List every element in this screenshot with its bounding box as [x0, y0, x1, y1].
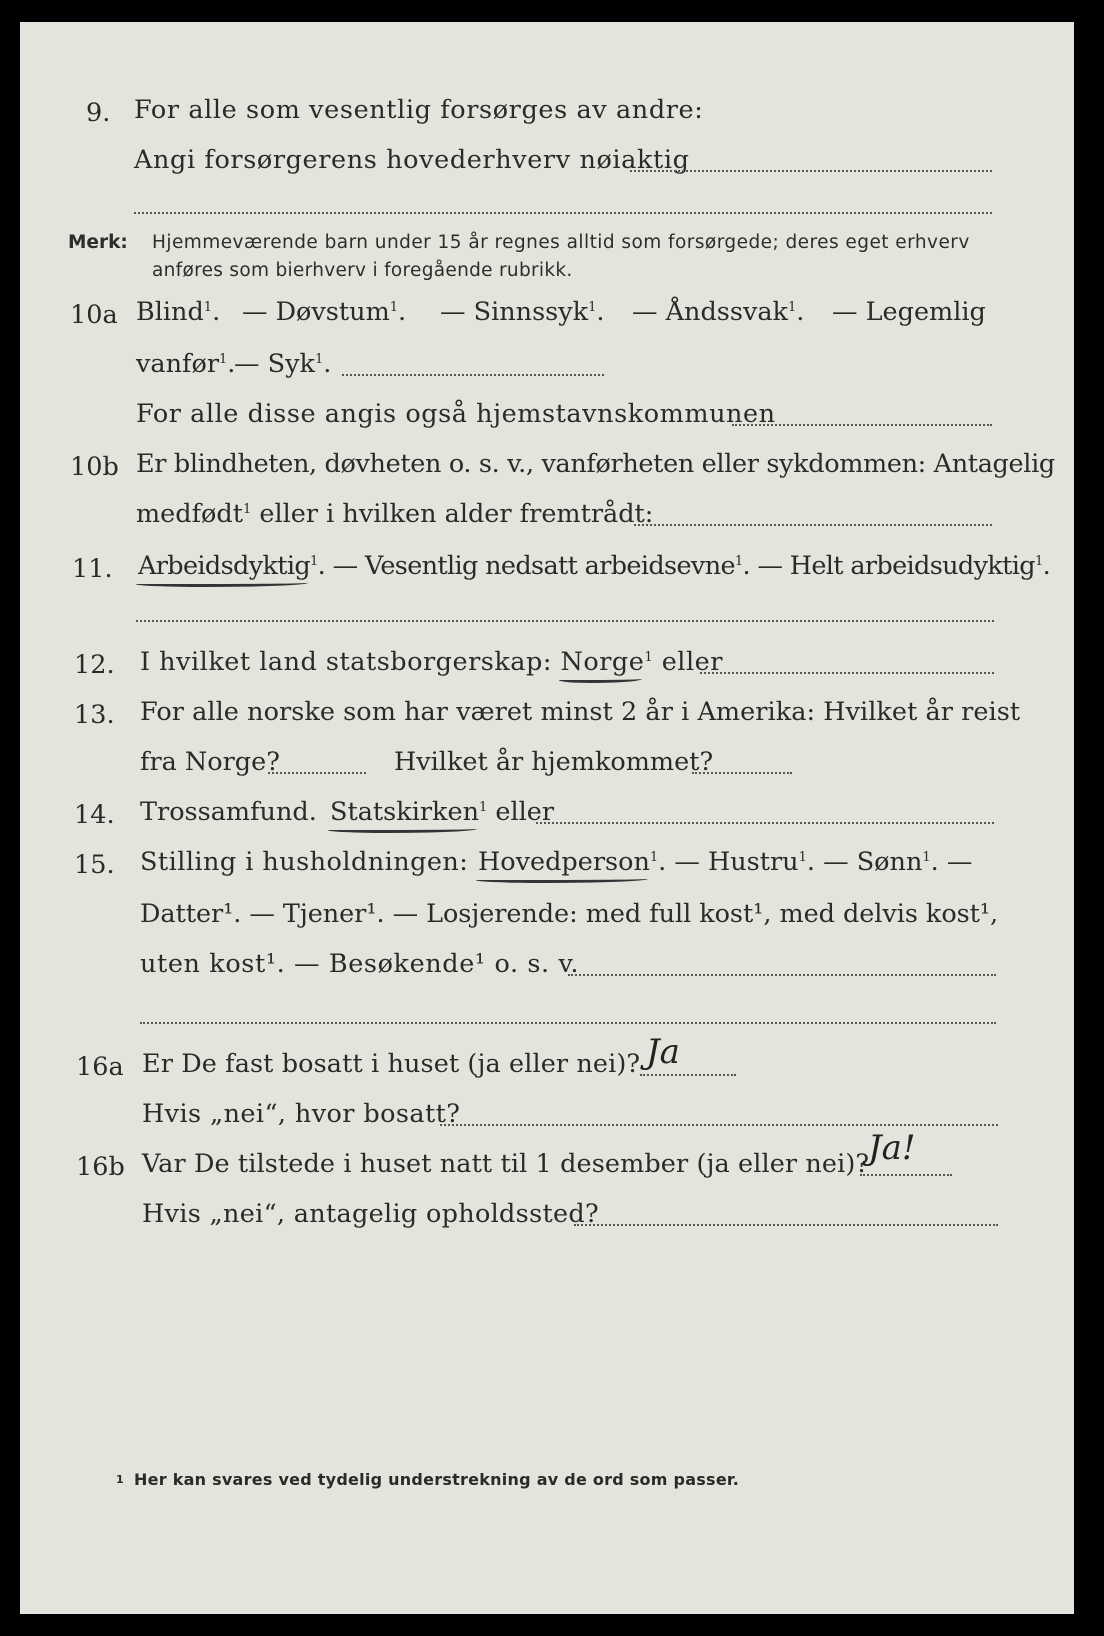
q13-hjem: Hvilket år hjemkommet? — [394, 747, 714, 777]
merk-label: Merk: — [68, 232, 128, 253]
footnote-ref: 1 — [242, 502, 252, 517]
q11-answer-line[interactable] — [136, 620, 994, 622]
q16b-answer-line[interactable] — [860, 1174, 952, 1176]
q10b-line2 — [136, 499, 654, 529]
footnote-ref: 1 — [644, 650, 654, 665]
merk-note — [68, 232, 128, 253]
option-nedsatt[interactable]: . — Vesentlig nedsatt arbeidsevne — [317, 551, 735, 581]
q14-number: 14. — [74, 800, 115, 830]
q10a-number: 10a — [70, 300, 118, 330]
footnote-mark: 1 — [116, 1473, 124, 1486]
q16a-line1: Er De fast bosatt i huset (ja eller nei)? — [142, 1049, 641, 1079]
footnote-ref: 1 — [734, 554, 743, 569]
option-legemlig[interactable]: — Legemlig — [832, 297, 986, 327]
q10b-line1: Er blindheten, døvheten o. s. v., vanførheten eller sykdommen: Antagelig — [136, 449, 1055, 479]
footnote-ref: 1 — [798, 850, 807, 865]
q12-text: I hvilket land statsborgerskap: — [140, 647, 552, 677]
q10a-hjemstavn-line[interactable] — [732, 424, 992, 426]
q10a-vanfor: vanfør$^1$. — [136, 349, 236, 379]
q9-answer-line[interactable] — [630, 170, 992, 172]
footnote-ref: 1 — [788, 300, 797, 315]
q13-hjemkommet-line[interactable] — [692, 772, 792, 774]
option-sinnssyk[interactable]: — Sinnssyk — [440, 297, 589, 327]
q14-text: Trossamfund. — [140, 797, 317, 827]
q9-number: 9. — [86, 98, 111, 128]
footnote-ref: 1 — [219, 352, 228, 367]
option-hovedperson-underlined[interactable]: Hovedperson — [478, 847, 650, 877]
option-syk[interactable]: — Syk — [234, 349, 315, 379]
q15-line2: Datter¹. — Tjener¹. — Losjerende: med full kost¹, med delvis kost¹, — [140, 899, 999, 929]
option-udyktig[interactable]: . — Helt arbeidsudyktig — [742, 551, 1035, 581]
q14-eller: eller — [487, 797, 555, 827]
q12-number: 12. — [74, 650, 115, 680]
q12-eller: eller — [653, 647, 723, 677]
option-vanfor[interactable]: vanfør — [136, 349, 220, 379]
q16b-number: 16b — [76, 1152, 125, 1182]
q15-options — [478, 847, 973, 877]
footnote-ref: 1 — [203, 300, 213, 315]
option-dovstum[interactable]: — Døvstum — [242, 297, 390, 327]
q10b-answer-line[interactable] — [634, 524, 992, 526]
q15-answer-line[interactable] — [568, 974, 996, 976]
q14-answer-line[interactable] — [536, 822, 994, 824]
q9-answer-line-2[interactable] — [134, 212, 992, 214]
q16a-bosatt-line[interactable] — [440, 1124, 998, 1126]
q10a-line3: For alle disse angis også hjemstavnskommunen — [136, 399, 776, 429]
census-form-page — [20, 22, 1074, 1614]
q11-end: . — [1042, 551, 1051, 581]
q13-number: 13. — [74, 700, 115, 730]
option-norge-underlined[interactable]: Norge — [560, 647, 645, 677]
q15-rest3: . — — [930, 847, 973, 877]
q10b-line2-rest: eller i hvilken alder fremtrådt: — [251, 499, 654, 529]
footnote-ref: 1 — [479, 800, 488, 815]
merk-line1: Hjemmeværende barn under 15 år regnes alltid som forsørgede; deres eget erhverv — [152, 232, 970, 253]
q10a-andssvak: — Åndssvak$^1$. — [632, 297, 805, 327]
q16a-answer-line[interactable] — [640, 1074, 736, 1076]
option-medfodt[interactable]: medfødt — [136, 499, 243, 529]
q11-line — [138, 551, 1051, 581]
option-statskirken-underlined[interactable]: Statskirken — [330, 797, 480, 827]
q16b-line2: Hvis „nei“, antagelig opholdssted? — [142, 1199, 599, 1229]
q16a-line2: Hvis „nei“, hvor bosatt? — [142, 1099, 461, 1129]
footnote-ref: 1 — [310, 554, 318, 569]
q9-line2: Angi forsørgerens hovederhverv nøiaktig — [134, 145, 690, 175]
q16b-line1: Var De tilstede i huset natt til 1 desember (ja eller nei)? — [142, 1149, 870, 1179]
q12-line — [140, 647, 723, 677]
q9-line1: For alle som vesentlig forsørges av andre: — [134, 95, 704, 125]
option-hustru[interactable]: . — Hustru — [658, 847, 799, 877]
q10a-answer-line[interactable] — [342, 374, 604, 376]
q10a-syk: — Syk$^1$. — [234, 349, 332, 379]
q13-fra: fra Norge? — [140, 747, 280, 777]
option-andssvak[interactable]: — Åndssvak — [632, 297, 789, 327]
q13-line1: For alle norske som har været minst 2 år i Amerika: Hvilket år reist — [140, 697, 1021, 727]
q10a-dovstum: — Døvstum$^1$. — [242, 297, 407, 327]
q13-reist-line[interactable] — [268, 772, 366, 774]
q15-text: Stilling i husholdningen: — [140, 847, 469, 877]
footnote-ref: 1 — [922, 850, 931, 865]
q16b-opholdssted-line[interactable] — [574, 1224, 998, 1226]
q12-answer-line[interactable] — [700, 672, 994, 674]
footnote-ref: 1 — [314, 352, 324, 367]
q11-number: 11. — [72, 554, 113, 584]
q16a-number: 16a — [76, 1052, 124, 1082]
q10a-blind: Blind$^1$. — [136, 297, 221, 327]
q16a-handwritten-answer: Ja — [646, 1032, 680, 1072]
q14-options — [330, 797, 555, 827]
footnote-ref: 1 — [649, 850, 659, 865]
footnote-ref: 1 — [389, 300, 399, 315]
option-blind[interactable]: Blind — [136, 297, 204, 327]
q15-line3: uten kost¹. — Besøkende¹ o. s. v. — [140, 949, 580, 979]
q10b-number: 10b — [70, 452, 119, 482]
footnote-ref: 1 — [588, 300, 597, 315]
q10a-sinnssyk: — Sinnssyk$^1$. — [440, 297, 605, 327]
merk-line2: anføres som bierhverv i foregående rubrikk. — [152, 260, 573, 281]
footnote-text: Her kan svares ved tydelig understrekning av de ord som passer. — [134, 1470, 740, 1489]
q15-answer-line-2[interactable] — [140, 1022, 996, 1024]
option-sonn[interactable]: . — Sønn — [806, 847, 923, 877]
footnote-ref: 1 — [1034, 554, 1043, 569]
option-arbeidsdyktig-underlined[interactable]: Arbeidsdyktig — [138, 551, 311, 581]
q16b-handwritten-answer: Ja! — [868, 1128, 916, 1168]
q15-number: 15. — [74, 850, 115, 880]
